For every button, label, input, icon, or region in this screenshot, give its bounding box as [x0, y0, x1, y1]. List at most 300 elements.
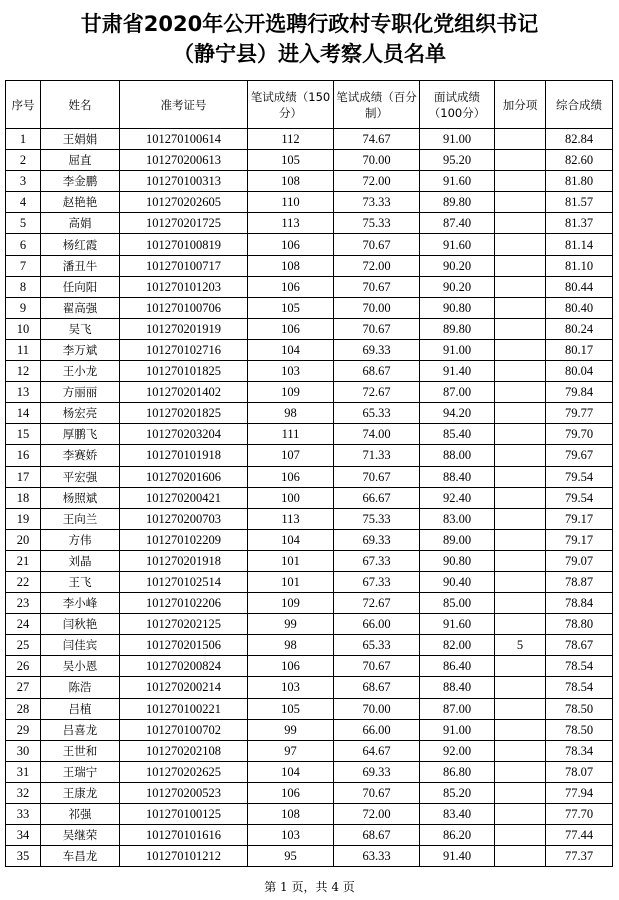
cell-bonus — [495, 297, 546, 318]
cell-name: 陈浩 — [41, 677, 120, 698]
header-seq: 序号 — [6, 81, 41, 129]
cell-written-150: 108 — [248, 804, 334, 825]
cell-written-150: 104 — [248, 761, 334, 782]
table-row — [6, 487, 613, 508]
cell-ticket: 101270200703 — [120, 508, 248, 529]
cell-ticket: 101270100706 — [120, 297, 248, 318]
cell-interview: 91.60 — [420, 614, 495, 635]
cell-written-150: 106 — [248, 234, 334, 255]
cell-written-150: 95 — [248, 846, 334, 867]
cell-seq: 5 — [6, 213, 41, 234]
table-row — [6, 782, 613, 803]
cell-name: 杨宏亮 — [41, 403, 120, 424]
cell-ticket: 101270102716 — [120, 339, 248, 360]
cell-ticket: 101270203204 — [120, 424, 248, 445]
cell-seq: 32 — [6, 782, 41, 803]
cell-ticket: 101270200824 — [120, 656, 248, 677]
cell-name: 方伟 — [41, 529, 120, 550]
header-written-150: 笔试成绩（150分） — [248, 81, 334, 129]
cell-ticket: 101270102514 — [120, 571, 248, 592]
cell-interview: 82.00 — [420, 635, 495, 656]
cell-total: 77.94 — [546, 782, 613, 803]
cell-written-100: 70.67 — [334, 276, 420, 297]
cell-ticket: 101270201402 — [120, 382, 248, 403]
cell-written-150: 103 — [248, 677, 334, 698]
cell-seq: 15 — [6, 424, 41, 445]
cell-written-150: 107 — [248, 445, 334, 466]
table-row — [6, 192, 613, 213]
cell-written-100: 72.67 — [334, 382, 420, 403]
cell-written-100: 66.67 — [334, 487, 420, 508]
cell-interview: 92.40 — [420, 487, 495, 508]
cell-ticket: 101270101616 — [120, 825, 248, 846]
header-interview: 面试成绩（100分） — [420, 81, 495, 129]
cell-written-150: 103 — [248, 361, 334, 382]
cell-bonus — [495, 403, 546, 424]
cell-seq: 10 — [6, 318, 41, 339]
table-row — [6, 761, 613, 782]
cell-ticket: 101270201919 — [120, 318, 248, 339]
cell-written-100: 70.67 — [334, 466, 420, 487]
cell-bonus — [495, 550, 546, 571]
cell-written-150: 101 — [248, 550, 334, 571]
cell-ticket: 101270201825 — [120, 403, 248, 424]
cell-seq: 26 — [6, 656, 41, 677]
cell-ticket: 101270100614 — [120, 129, 248, 150]
cell-total: 80.40 — [546, 297, 613, 318]
cell-written-100: 70.00 — [334, 698, 420, 719]
cell-interview: 91.00 — [420, 339, 495, 360]
cell-written-100: 72.67 — [334, 593, 420, 614]
cell-name: 吴飞 — [41, 318, 120, 339]
cell-seq: 6 — [6, 234, 41, 255]
cell-written-150: 105 — [248, 150, 334, 171]
cell-written-100: 69.33 — [334, 339, 420, 360]
cell-seq: 20 — [6, 529, 41, 550]
cell-ticket: 101270201606 — [120, 466, 248, 487]
table-header-row — [6, 81, 613, 129]
cell-written-100: 70.00 — [334, 150, 420, 171]
table-row — [6, 403, 613, 424]
cell-written-100: 63.33 — [334, 846, 420, 867]
cell-ticket: 101270101212 — [120, 846, 248, 867]
cell-name: 刘晶 — [41, 550, 120, 571]
cell-interview: 91.00 — [420, 719, 495, 740]
cell-written-150: 104 — [248, 529, 334, 550]
cell-name: 王康龙 — [41, 782, 120, 803]
cell-written-150: 106 — [248, 782, 334, 803]
cell-interview: 85.20 — [420, 782, 495, 803]
cell-written-100: 72.00 — [334, 804, 420, 825]
cell-ticket: 101270100717 — [120, 255, 248, 276]
cell-total: 80.24 — [546, 318, 613, 339]
cell-written-100: 68.67 — [334, 825, 420, 846]
cell-written-100: 65.33 — [334, 403, 420, 424]
cell-total: 79.17 — [546, 529, 613, 550]
table-body — [6, 129, 613, 867]
header-bonus: 加分项 — [495, 81, 546, 129]
cell-total: 79.84 — [546, 382, 613, 403]
cell-bonus — [495, 656, 546, 677]
cell-name: 王飞 — [41, 571, 120, 592]
cell-seq: 9 — [6, 297, 41, 318]
cell-bonus — [495, 276, 546, 297]
cell-interview: 88.40 — [420, 466, 495, 487]
cell-written-150: 100 — [248, 487, 334, 508]
cell-ticket: 101270201918 — [120, 550, 248, 571]
table-row — [6, 614, 613, 635]
page-title: 甘肃省2020年公开选聘行政村专职化党组织书记 — [80, 12, 539, 36]
cell-written-150: 99 — [248, 614, 334, 635]
table-row — [6, 740, 613, 761]
cell-name: 吴继荣 — [41, 825, 120, 846]
cell-bonus — [495, 382, 546, 403]
cell-bonus — [495, 445, 546, 466]
cell-total: 78.54 — [546, 656, 613, 677]
cell-written-150: 113 — [248, 213, 334, 234]
cell-bonus — [495, 255, 546, 276]
cell-name: 车昌龙 — [41, 846, 120, 867]
table-row — [6, 719, 613, 740]
cell-ticket: 101270200214 — [120, 677, 248, 698]
cell-name: 杨红霞 — [41, 234, 120, 255]
cell-bonus — [495, 234, 546, 255]
table-row — [6, 804, 613, 825]
table-row — [6, 445, 613, 466]
cell-name: 方丽丽 — [41, 382, 120, 403]
cell-written-100: 70.67 — [334, 656, 420, 677]
cell-ticket: 101270100313 — [120, 171, 248, 192]
cell-written-100: 68.67 — [334, 677, 420, 698]
table-row — [6, 571, 613, 592]
header-ticket: 准考证号 — [120, 81, 248, 129]
cell-seq: 22 — [6, 571, 41, 592]
cell-bonus — [495, 719, 546, 740]
cell-total: 82.60 — [546, 150, 613, 171]
cell-bonus — [495, 846, 546, 867]
table-row — [6, 635, 613, 656]
cell-interview: 86.40 — [420, 656, 495, 677]
cell-total: 80.44 — [546, 276, 613, 297]
table-row — [6, 677, 613, 698]
cell-ticket: 101270101825 — [120, 361, 248, 382]
cell-ticket: 101270101203 — [120, 276, 248, 297]
cell-written-150: 98 — [248, 635, 334, 656]
cell-seq: 7 — [6, 255, 41, 276]
cell-interview: 91.60 — [420, 171, 495, 192]
cell-interview: 91.60 — [420, 234, 495, 255]
cell-written-150: 99 — [248, 719, 334, 740]
cell-written-100: 70.67 — [334, 782, 420, 803]
cell-total: 77.44 — [546, 825, 613, 846]
cell-total: 81.10 — [546, 255, 613, 276]
candidate-table — [5, 80, 613, 867]
table-row — [6, 656, 613, 677]
cell-name: 赵艳艳 — [41, 192, 120, 213]
cell-seq: 14 — [6, 403, 41, 424]
cell-written-150: 108 — [248, 171, 334, 192]
cell-interview: 90.20 — [420, 276, 495, 297]
cell-name: 闫佳宾 — [41, 635, 120, 656]
cell-interview: 87.40 — [420, 213, 495, 234]
cell-written-100: 75.33 — [334, 508, 420, 529]
cell-written-100: 73.33 — [334, 192, 420, 213]
page-subtitle: （静宁县）进入考察人员名单 — [173, 42, 446, 66]
cell-seq: 3 — [6, 171, 41, 192]
cell-ticket: 101270100702 — [120, 719, 248, 740]
cell-written-100: 70.67 — [334, 318, 420, 339]
cell-ticket: 101270200613 — [120, 150, 248, 171]
cell-written-100: 67.33 — [334, 550, 420, 571]
cell-name: 吕喜龙 — [41, 719, 120, 740]
cell-total: 79.17 — [546, 508, 613, 529]
cell-seq: 11 — [6, 339, 41, 360]
cell-seq: 34 — [6, 825, 41, 846]
cell-interview: 90.80 — [420, 297, 495, 318]
cell-bonus — [495, 466, 546, 487]
cell-written-150: 104 — [248, 339, 334, 360]
cell-total: 80.04 — [546, 361, 613, 382]
table-row — [6, 318, 613, 339]
cell-interview: 95.20 — [420, 150, 495, 171]
cell-bonus — [495, 129, 546, 150]
cell-seq: 2 — [6, 150, 41, 171]
header-name: 姓名 — [41, 81, 120, 129]
cell-name: 李万斌 — [41, 339, 120, 360]
cell-bonus — [495, 150, 546, 171]
cell-name: 祁强 — [41, 804, 120, 825]
cell-bonus — [495, 804, 546, 825]
cell-bonus — [495, 318, 546, 339]
cell-ticket: 101270102206 — [120, 593, 248, 614]
cell-seq: 21 — [6, 550, 41, 571]
cell-bonus — [495, 487, 546, 508]
cell-interview: 85.40 — [420, 424, 495, 445]
table-row — [6, 466, 613, 487]
cell-name: 屈直 — [41, 150, 120, 171]
cell-written-150: 113 — [248, 508, 334, 529]
cell-bonus — [495, 424, 546, 445]
cell-interview: 86.80 — [420, 761, 495, 782]
cell-seq: 24 — [6, 614, 41, 635]
cell-written-100: 74.00 — [334, 424, 420, 445]
table-row — [6, 529, 613, 550]
cell-interview: 94.20 — [420, 403, 495, 424]
cell-total: 78.87 — [546, 571, 613, 592]
cell-written-150: 108 — [248, 255, 334, 276]
cell-interview: 91.00 — [420, 129, 495, 150]
cell-interview: 91.40 — [420, 361, 495, 382]
cell-interview: 90.40 — [420, 571, 495, 592]
cell-name: 王小龙 — [41, 361, 120, 382]
table-row — [6, 382, 613, 403]
cell-name: 任向阳 — [41, 276, 120, 297]
cell-written-150: 101 — [248, 571, 334, 592]
cell-seq: 33 — [6, 804, 41, 825]
table-row — [6, 255, 613, 276]
cell-written-150: 106 — [248, 318, 334, 339]
cell-ticket: 101270200523 — [120, 782, 248, 803]
table-row — [6, 424, 613, 445]
cell-written-150: 109 — [248, 593, 334, 614]
cell-interview: 88.00 — [420, 445, 495, 466]
cell-name: 平宏强 — [41, 466, 120, 487]
cell-ticket: 101270201725 — [120, 213, 248, 234]
cell-total: 78.50 — [546, 719, 613, 740]
cell-name: 王娟娟 — [41, 129, 120, 150]
cell-ticket: 101270102209 — [120, 529, 248, 550]
cell-name: 高娟 — [41, 213, 120, 234]
cell-total: 78.67 — [546, 635, 613, 656]
cell-name: 潘丑牛 — [41, 255, 120, 276]
cell-written-100: 66.00 — [334, 719, 420, 740]
cell-written-100: 74.67 — [334, 129, 420, 150]
cell-interview: 92.00 — [420, 740, 495, 761]
cell-interview: 88.40 — [420, 677, 495, 698]
cell-seq: 19 — [6, 508, 41, 529]
cell-bonus — [495, 825, 546, 846]
cell-total: 82.84 — [546, 129, 613, 150]
cell-bonus — [495, 677, 546, 698]
cell-ticket: 101270200421 — [120, 487, 248, 508]
cell-total: 81.37 — [546, 213, 613, 234]
cell-seq: 30 — [6, 740, 41, 761]
cell-written-150: 106 — [248, 276, 334, 297]
cell-bonus — [495, 192, 546, 213]
cell-total: 78.80 — [546, 614, 613, 635]
cell-ticket: 101270100125 — [120, 804, 248, 825]
cell-written-100: 68.67 — [334, 361, 420, 382]
table-row — [6, 593, 613, 614]
cell-name: 李金鹏 — [41, 171, 120, 192]
cell-seq: 31 — [6, 761, 41, 782]
cell-seq: 1 — [6, 129, 41, 150]
cell-written-150: 106 — [248, 466, 334, 487]
cell-name: 李赛娇 — [41, 445, 120, 466]
table-row — [6, 846, 613, 867]
cell-total: 79.77 — [546, 403, 613, 424]
cell-name: 厚鹏飞 — [41, 424, 120, 445]
cell-bonus — [495, 508, 546, 529]
cell-written-100: 64.67 — [334, 740, 420, 761]
cell-name: 吕植 — [41, 698, 120, 719]
cell-total: 78.50 — [546, 698, 613, 719]
cell-bonus — [495, 782, 546, 803]
cell-name: 杨照斌 — [41, 487, 120, 508]
cell-seq: 27 — [6, 677, 41, 698]
cell-seq: 18 — [6, 487, 41, 508]
cell-bonus — [495, 740, 546, 761]
cell-bonus — [495, 171, 546, 192]
cell-seq: 16 — [6, 445, 41, 466]
cell-seq: 8 — [6, 276, 41, 297]
cell-total: 80.17 — [546, 339, 613, 360]
cell-name: 闫秋艳 — [41, 614, 120, 635]
cell-total: 79.67 — [546, 445, 613, 466]
table-row — [6, 508, 613, 529]
cell-written-150: 110 — [248, 192, 334, 213]
cell-total: 79.54 — [546, 487, 613, 508]
cell-ticket: 101270101918 — [120, 445, 248, 466]
cell-written-150: 105 — [248, 297, 334, 318]
table-row — [6, 361, 613, 382]
cell-written-100: 75.33 — [334, 213, 420, 234]
cell-interview: 89.80 — [420, 318, 495, 339]
cell-ticket: 101270202605 — [120, 192, 248, 213]
cell-written-100: 67.33 — [334, 571, 420, 592]
cell-interview: 85.00 — [420, 593, 495, 614]
cell-written-100: 65.33 — [334, 635, 420, 656]
cell-written-100: 69.33 — [334, 761, 420, 782]
header-written-100: 笔试成绩（百分制） — [334, 81, 420, 129]
table-row — [6, 213, 613, 234]
cell-written-100: 70.67 — [334, 234, 420, 255]
cell-seq: 35 — [6, 846, 41, 867]
cell-interview: 87.00 — [420, 382, 495, 403]
cell-total: 78.54 — [546, 677, 613, 698]
cell-written-100: 72.00 — [334, 255, 420, 276]
cell-ticket: 101270202625 — [120, 761, 248, 782]
cell-written-100: 71.33 — [334, 445, 420, 466]
cell-ticket: 101270202108 — [120, 740, 248, 761]
cell-written-150: 105 — [248, 698, 334, 719]
cell-ticket: 101270100819 — [120, 234, 248, 255]
cell-name: 王世和 — [41, 740, 120, 761]
cell-seq: 17 — [6, 466, 41, 487]
cell-bonus — [495, 614, 546, 635]
page-footer: 第 1 页，共 4 页 — [264, 880, 355, 894]
cell-written-150: 97 — [248, 740, 334, 761]
cell-ticket: 101270100221 — [120, 698, 248, 719]
cell-seq: 29 — [6, 719, 41, 740]
cell-interview: 83.40 — [420, 804, 495, 825]
cell-bonus — [495, 761, 546, 782]
cell-ticket: 101270201506 — [120, 635, 248, 656]
cell-seq: 25 — [6, 635, 41, 656]
cell-interview: 83.00 — [420, 508, 495, 529]
cell-bonus — [495, 593, 546, 614]
cell-total: 77.70 — [546, 804, 613, 825]
cell-total: 81.14 — [546, 234, 613, 255]
cell-seq: 12 — [6, 361, 41, 382]
cell-bonus — [495, 571, 546, 592]
cell-bonus — [495, 213, 546, 234]
cell-bonus — [495, 361, 546, 382]
cell-bonus — [495, 698, 546, 719]
cell-name: 吴小恩 — [41, 656, 120, 677]
cell-written-150: 106 — [248, 656, 334, 677]
cell-seq: 28 — [6, 698, 41, 719]
cell-bonus — [495, 339, 546, 360]
cell-interview: 90.80 — [420, 550, 495, 571]
cell-written-100: 72.00 — [334, 171, 420, 192]
table-row — [6, 171, 613, 192]
table-row — [6, 339, 613, 360]
cell-seq: 23 — [6, 593, 41, 614]
table-row — [6, 234, 613, 255]
cell-name: 李小峰 — [41, 593, 120, 614]
header-total: 综合成绩 — [546, 81, 613, 129]
cell-name: 翟高强 — [41, 297, 120, 318]
cell-total: 81.80 — [546, 171, 613, 192]
table-row — [6, 825, 613, 846]
table-row — [6, 150, 613, 171]
cell-interview: 90.20 — [420, 255, 495, 276]
cell-name: 王瑞宁 — [41, 761, 120, 782]
cell-interview: 89.80 — [420, 192, 495, 213]
cell-interview: 86.20 — [420, 825, 495, 846]
cell-written-150: 109 — [248, 382, 334, 403]
